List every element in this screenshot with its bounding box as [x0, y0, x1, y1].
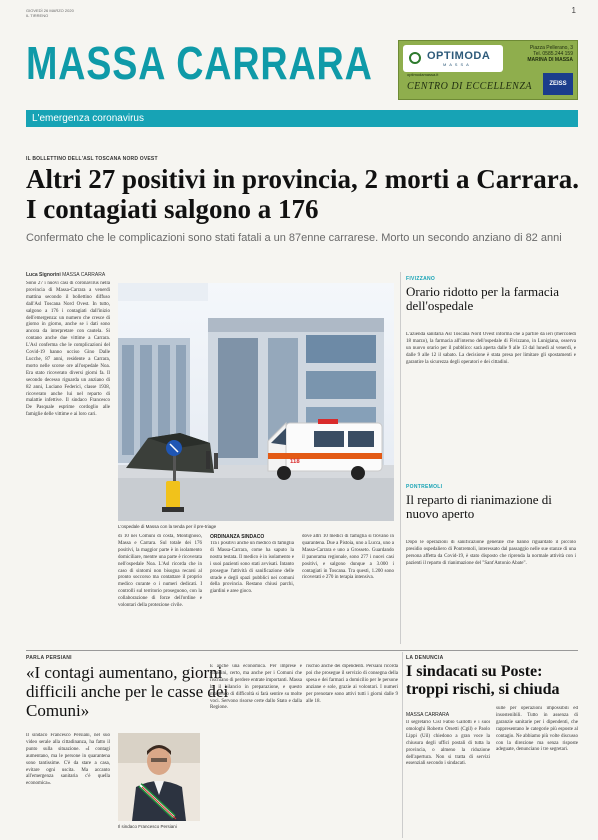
persiani-title: «I contagi aumentano, giorni difficili anche per le casse dei Comuni» [26, 663, 229, 720]
optimoda-ad[interactable] [398, 40, 578, 100]
ad-logo [403, 45, 503, 72]
sidebar-title-2: Il reparto di rianimazione di nuovo aperto [406, 492, 552, 521]
ambulance [268, 419, 382, 480]
persiani-kicker: PARLA PERSIANI [26, 655, 72, 661]
ad-city: MARINA DI MASSA [527, 57, 573, 63]
byline-author: Luca Signorini [26, 272, 61, 278]
section-bar: L'emergenza coronavirus [26, 110, 578, 127]
eye-icon [409, 52, 421, 64]
sidebar-kicker-2: PONTREMOLI [406, 484, 443, 490]
ambulance-label: 118 [290, 459, 300, 465]
ad-address [507, 45, 573, 63]
masthead-title: MASSA CARRARA [26, 37, 373, 89]
bottom-section-rule [26, 650, 578, 651]
bottom-divider [402, 652, 403, 838]
issue-date: GIOVEDÌ 26 MARZO 2020 [26, 8, 74, 13]
col3-heading: ORDINANZA SINDACO [210, 534, 265, 540]
ad-brand: OPTIMODA [427, 50, 491, 62]
main-col-3: Tra i positivi anche un medico di famiglia di Massa-Carrara, come ha saputo la nostra testata. Il medico è in isolamento e i suoi pazienti sono stati avvisati. Intanto prosegue l'attività di sanificazione delle strade e degli spazi pubblici nei comuni della provincia. Restano chiusi parchi, giardini e aree gioco. [210, 541, 294, 595]
portrait-caption: Il sindaco Francesco Persiani [118, 824, 177, 829]
page-number: 1 [571, 6, 576, 15]
sindacati-byline: MASSA CARRARA [406, 712, 450, 718]
sidebar-title-1: Orario ridotto per la farmacia dell'ospedale [406, 284, 560, 313]
zeiss-logo: ZEISS [543, 73, 573, 95]
main-subhead: Confermato che le complicazioni sono stati fatali a un 87enne carrarese. Morto un secondo anziano di 82 anni [26, 232, 562, 244]
ad-address-line1: Piazza Pellerano, 3 [529, 45, 573, 51]
main-col-1: Sono 27 i nuovi casi di coronavirus nella provincia di Massa-Carrara a venerdì mattina secondo il bollettino diffuso dall'Asl Toscana Nord Ovest. In tutto, salgono a 176 i contagiati dall'inizio dell'emergenza: un numero che cresce di giorno in giorno, anche se i dati sono ancora da interpretare con cautela. Si contano anche due vittime a Carrara. L'Asl conferma che le complicazioni del Covid-19 hanno ucciso Gino Dalle Lucche, 87 anni, residente a Carrara, morto nelle scorse ore all'ospedale Noa. Era stato ricoverato diversi giorni fa. Il secondo decesso riguarda un anziano di 82 anni, Luciano Federici, classe 1938, ricoverato anche lui nel reparto di malattie infettive. Il sindaco Francesco De Pasquale esprime cordoglio alle famiglie delle vittime e ai loro cari. [26, 281, 110, 418]
persiani-col-1: Il sindaco Francesco Persiani, nel suo video serale alla cittadinanza, ha fatto il punto sulla situazione. «I contagi aumentano, ma le persone in quarantena sono tantissime. C'è da stare a casa, evitare ogni uscita. Ma accanto all'emergenza sanitaria c'è quella economica». [26, 733, 110, 787]
ad-address-line2: Tel. 0585.244 159 [533, 51, 573, 57]
sindacati-kicker: LA DENUNCIA [406, 655, 444, 661]
persiani-col-3: rischio anche dei dipendenti. Persiani ricorda poi che prosegue il servizio di consegna della spesa e dei farmaci a domicilio per le persone anziane e sole, grazie ai volontari. I numeri per prenotare sono attivi tutti i giorni dalle 9 alle 18. [306, 664, 398, 704]
sidebar-body-1: L'azienda sanitaria Asl Toscana Nord Ovest informa che a partire da ieri (mercoledì 18 marzo), la farmacia all'interno dell'ospedale di Fivizzano, in Lunigiana, osserva un nuovo orario per il pubblico: sarà aperta dalle 9 alle 13 dal lunedì al venerdì, e dalle 9 alle 12 il sabato. La decisione è stata presa per limitare gli spostamenti e garantire la sicurezza degli operatori e dei cittadini. [406, 332, 576, 365]
main-byline [26, 272, 105, 278]
hospital-photo-svg [118, 283, 394, 521]
sindacati-col-1: Il segretario Cisl Fabio Gallotti e i suoi omologhi Roberto Orsetti (Cgil) e Paolo Lippi (Uil) chiedono a gran voce la chiusura degli uffici postali di tutta la provincia, o almeno la riduzione dell'apertura. Non si tratta di servizi essenziali secondo i sindacati. [406, 720, 490, 767]
sindacati-col-2: sulle per operazioni impossibili ed insostenibili. Tutto in assenza di garanzie sanitarie per i dipendenti, che rappresentano le categorie più esposte al contagio. Ne abbiamo più volte discusso con la direzione ma senza risposte adeguate, denunciano i tre segretari. [496, 706, 578, 753]
main-col-4: dove altri 10 medici di famiglia si trovano in quarantena. Due a Pistoia, uno a Lucca, uno a Massa-Carrara e uno a Grosseto. Guardando il panorama regionale, sono 277 i nuovi casi positivi, e salgono dunque a 3.000 i contagiati in Toscana. Tra questi, 1.200 sono ricoverati e 270 in terapia intensiva. [302, 534, 394, 581]
sidebar-kicker-1: FIVIZZANO [406, 276, 436, 282]
paper-name: IL TIRRENO [26, 13, 49, 18]
byline-location: MASSA CARRARA [62, 272, 106, 278]
persiani-portrait-svg [118, 733, 200, 821]
persiani-col-2: E anche una economica. Per imprese e cittadini, certo, ma anche per i Comuni che rischiano di perdere entrate importanti. Massa ha il bilancio in preparazione, e questo momento di difficoltà si farà sentire su molte voci. Servono risorse certe dallo Stato e dalla Regione. [210, 664, 302, 711]
persiani-portrait [118, 733, 200, 821]
main-headline: Altri 27 positivi in provincia, 2 morti a Carrara. I contagiati salgono a 176 [26, 164, 579, 224]
main-kicker: IL BOLLETTINO DELL'ASL TOSCANA NORD OVEST [26, 156, 158, 162]
sindacati-title: I sindacati su Poste: troppi rischi, si chiuda [406, 663, 560, 698]
sidebar-divider [400, 272, 401, 644]
main-col-5-top [305, 272, 395, 282]
header-meta [26, 8, 74, 18]
hospital-photo [118, 283, 394, 521]
main-col-2: di 10 nei Comuni di costa, Montignoso, Massa e Carrara. Sul totale dei 176 positivi, la maggior parte è in isolamento domiciliare, mentre una parte è ricoverata nell'ospedale Noa. L'Asl ricorda che in caso di sintomi non bisogna recarsi al pronto soccorso ma contattare il proprio medico curante o i numeri dedicati. I controlli sul territorio proseguono, con la collaborazione di forze dell'ordine e volontari della protezione civile. [118, 534, 202, 609]
ad-slogan: CENTRO DI ECCELLENZA [407, 81, 533, 92]
ad-url: optimodamassa.it [407, 72, 439, 77]
ad-brand-sub: M A S S A [443, 62, 470, 67]
sidebar-body-2: Dopo le operazioni di sanificazione generale che hanno riguardato il piccolo presidio ospedaliero di Pontremoli, interessato dal passaggio nelle sue stanze di una persona affetta da Covid-19, è stato disposto che riprenda la normale attività con i pazienti il reparto di rianimazione del "Sant'Antonio Abate". [406, 540, 576, 566]
photo-caption: L'ospedale di Massa con la tenda per il pre-triage [118, 524, 217, 529]
